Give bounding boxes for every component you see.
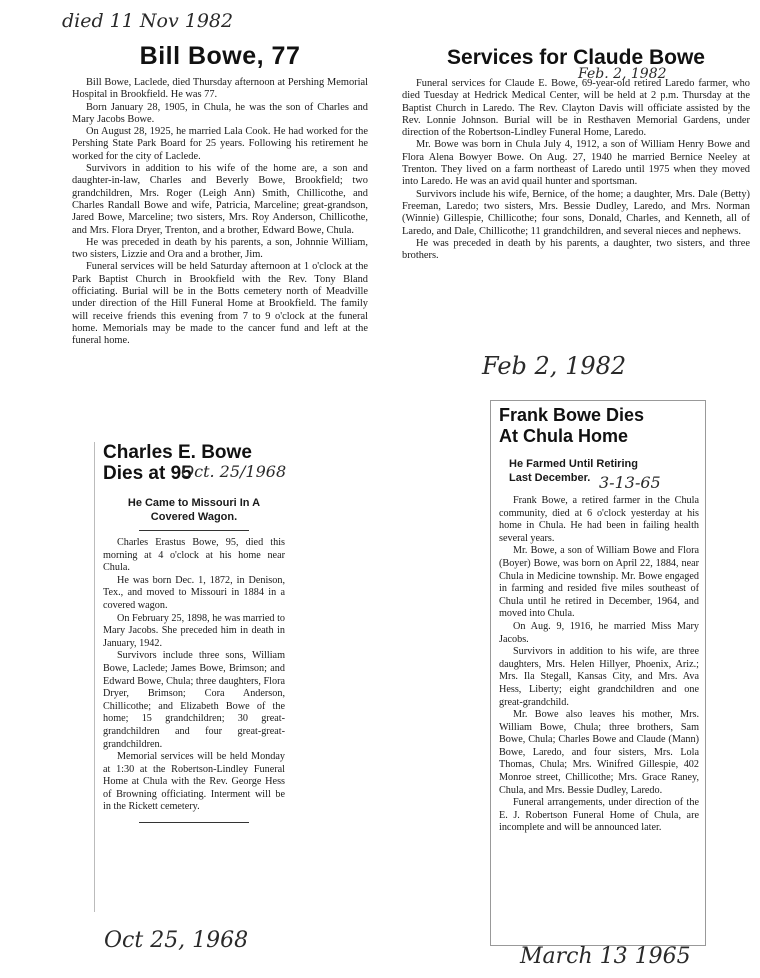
frank-paragraph: Mr. Bowe also leaves his mother, Mrs. William Bowe, Chula; three brothers, Sam Bowe, Chula; Charles Bowe and Claude (Mann) Bowe, Laredo, and four sisters, Mrs. Lola Thomas, Chula; Mrs. Winifred Gillespie, 402 Monroe street, Chillicothe; Mrs. Grace Raney, Chula, and Mrs. Bessie Dudley, Laredo. [499, 709, 699, 796]
frank-paragraph: Funeral arrangements, under direction of the E. J. Robertson Funeral Home of Chula, are incomplete and will be announced later. [499, 797, 699, 834]
bill-paragraph: On August 28, 1925, he married Lala Cook. He had worked for the Pershing State Park Board for 25 years. Following his retirement he worked for the city of Laclede. [72, 126, 368, 162]
charles-subhead: He Came to Missouri In A Covered Wagon. [127, 497, 261, 523]
bill-paragraph: Funeral services will be held Saturday afternoon at 1 o'clock at the Park Baptist Church in Brookfield with the Rev. Tony Bland officiating. Burial will be in the Botts cemetery north of Meadville under direction of the Hill Funeral Home at Brookfield. The family will receive friends this evening from 7 to 9 o'clock at the funeral home. Memorials may be made to the cancer fund and left at the funeral home. [72, 261, 368, 347]
bill-bowe-obituary [72, 42, 368, 348]
frank-subhead-line2: Last December. [509, 472, 591, 484]
bill-paragraph: Born January 28, 1905, in Chula, he was the son of Charles and Mary Jacobs Bowe. [72, 101, 368, 125]
frank-handwritten-date: 3-13-65 [599, 473, 661, 492]
charles-divider [139, 530, 249, 531]
claude-paragraph: Survivors include his wife, Bernice, of the home; a daughter, Mrs. Dale (Betty) Freeman, Laredo; two sisters, Mrs. Bessie Dudley, Laredo, and Mrs. Norman (Winnie) Gillespie, Chillicothe; four sons, Donald, Charles, and Kenneth, all of Laredo, and Dale, Chillicothe; 11 grandchildren, and several nieces and nephews. [402, 188, 750, 237]
charles-paragraph: On February 25, 1898, he was married to Mary Jacobs. She preceded him in death in January, 1942. [103, 612, 285, 649]
bill-paragraph: Survivors in addition to his wife of the home are, a son and daughter-in-law, Charles and Beverly Bowe, Brookfield; two grandchildren, Mrs. Roger (Leigh Ann) Smith, Chillicothe, and Charles Randall Bowe and wife, Patricia, Marceline; great-grandson, Jared Bowe, Marceline; two sisters, Mrs. Roy Anderson, Chillicothe, and Mrs. Flora Dryer, Trenton, and a brother, Edward Bowe, Chula. [72, 163, 368, 236]
charles-handwritten-date: Oct. 25/1968 [181, 462, 287, 481]
frank-paragraph: On Aug. 9, 1916, he married Miss Mary Jacobs. [499, 620, 699, 645]
claude-bowe-headline: Services for Claude Bowe [447, 46, 705, 69]
frank-bowe-body [499, 495, 699, 835]
charles-bowe-headline [103, 442, 285, 484]
frank-paragraph: Survivors in addition to his wife, are three daughters, Mrs. Helen Hillyer, Phoenix, Ariz.; Mrs. Ila Stegall, Kansas City, and Mrs. Ava Hess, Liberty; eight grandchildren and one great-grandchild. [499, 646, 699, 708]
bill-paragraph: He was preceded in death by his parents, a son, Johnnie William, two sisters, Lizzie and Ora and a brother, Jim. [72, 236, 368, 261]
frank-headline-line1: Frank Bowe Dies [499, 405, 645, 425]
frank-paragraph: Mr. Bowe, a son of William Bowe and Flora (Boyer) Bowe, was born on April 22, 1884, near Chula in Medicine township. Mr. Bowe engaged in farming and resided five miles southeast of Chula until he retired in December, 1964, and moved into Chula. [499, 545, 699, 620]
frank-subhead-line1: He Farmed Until Retiring [509, 458, 638, 470]
frank-headline-line2: At Chula Home [499, 426, 629, 446]
charles-headline-line2: Dies at 95 [103, 463, 192, 484]
charles-bowe-body [103, 537, 285, 814]
frank-paragraph: Frank Bowe, a retired farmer in the Chula community, died at 6 o'clock yesterday at his home in Chula. He had been in failing health several years. [499, 495, 699, 544]
bill-bowe-headline: Bill Bowe, 77 [139, 42, 301, 70]
claude-paragraph: Funeral services for Claude E. Bowe, 69-year-old retired Laredo farmer, who died Tuesday at Hedrick Medical Center, will be held at 2 p.m. Thursday at the Baptist Church in Laredo. The Rev. Clayton Davis will officiate assisted by the Rev. Lonnie Johnson. Burial will be in Resthaven Memorial Gardens, under direction of the Robertson-Lindley Funeral Home, Laredo. [402, 78, 750, 139]
charles-handwritten-bottom-date: Oct 25, 1968 [104, 928, 249, 953]
claude-handwritten-bottom-date: Feb 2, 1982 [482, 352, 627, 380]
bill-paragraph: Bill Bowe, Laclede, died Thursday afternoon at Pershing Memorial Hospital in Brookfield. He was 77. [72, 77, 368, 101]
claude-paragraph: He was preceded in death by his parents, a daughter, two sisters, and three brothers. [402, 237, 750, 262]
frank-handwritten-bottom-date: March 13 1965 [520, 944, 691, 969]
handwritten-death-date: died 11 Nov 1982 [62, 10, 234, 32]
charles-headline-line1: Charles E. Bowe [103, 442, 252, 463]
charles-paragraph: He was born Dec. 1, 1872, in Denison, Tex., and moved to Missouri in 1884 in a covered wagon. [103, 574, 285, 611]
claude-bowe-body [402, 78, 750, 262]
charles-paragraph: Memorial services will be held Monday at 1:30 at the Robertson-Lindley Funeral Home at Chula with the Rev. George Hess of Browning officiating. Interment will be in the Rickett cemetery. [103, 751, 285, 813]
charles-paragraph: Charles Erastus Bowe, 95, died this morning at 4 o'clock at his home near Chula. [103, 537, 285, 574]
claude-bowe-obituary [402, 46, 750, 262]
claude-handwritten-date: Feb. 2, 1982 [578, 66, 667, 82]
claude-paragraph: Mr. Bowe was born in Chula July 4, 1912, a son of William Henry Bowe and Flora Alena Bowyer Bowe. On Aug. 27, 1940 he married Bernice Neeley at Trenton. They lived on a farm northeast of Laredo until 1975 when they moved into Laredo. He was an avid quail hunter and sportsman. [402, 139, 750, 188]
bill-bowe-body [72, 77, 368, 348]
charles-bowe-obituary [94, 442, 285, 912]
frank-bowe-obituary [490, 400, 706, 946]
charles-end-rule [139, 822, 249, 823]
charles-paragraph: Survivors include three sons, William Bowe, Laclede; James Bowe, Brimson; and Edward Bowe, Chula; three daughters, Flora Dryer, Brimson; Cora Anderson, Chillicothe; and Elizabeth Bowe of the home; 15 grandchildren; 30 great-grandchildren and four great-great-grandchildren. [103, 650, 285, 750]
